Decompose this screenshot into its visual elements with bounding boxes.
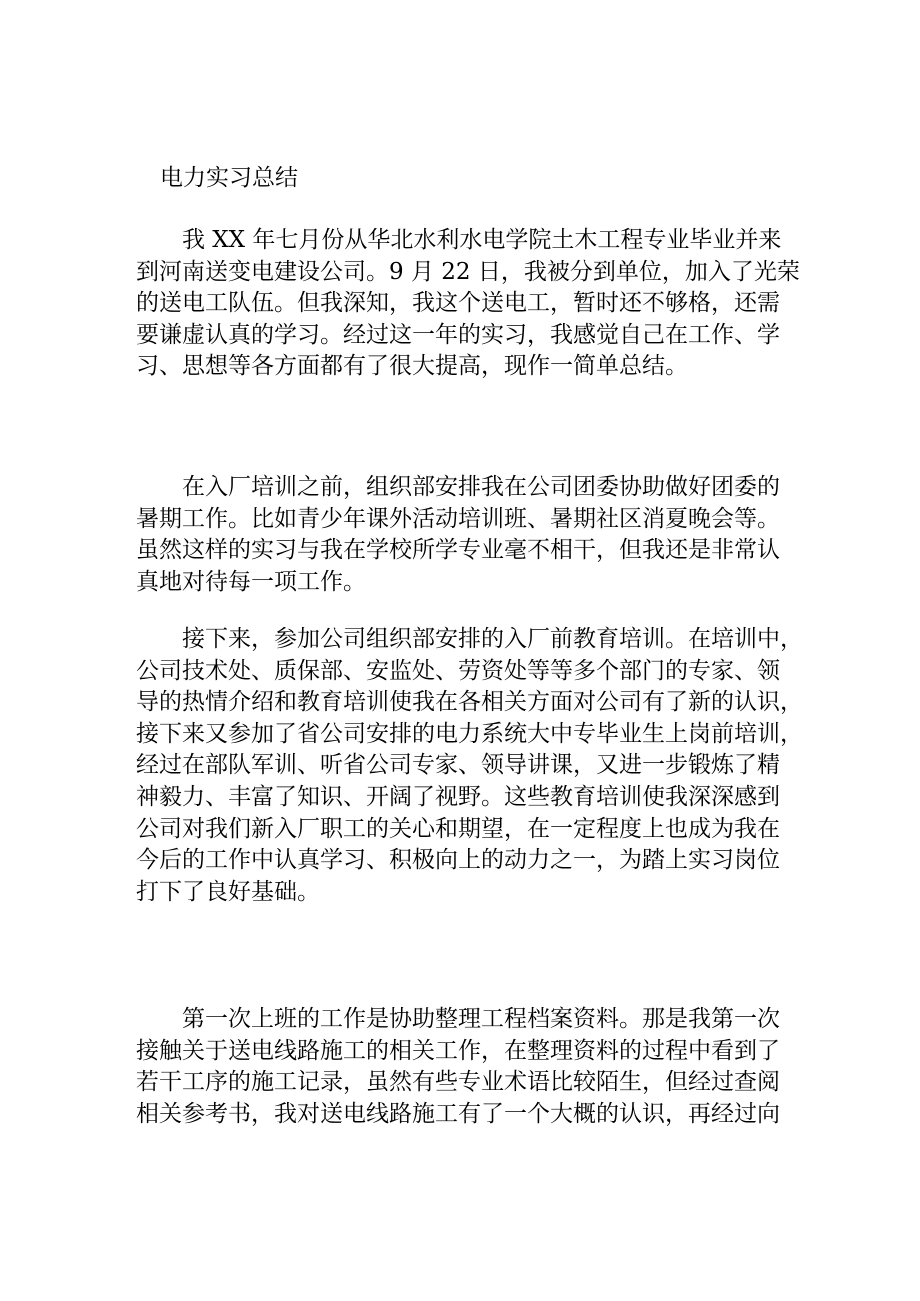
paragraph-line: 习、思想等各方面都有了很大提高，现作一简单总结。 <box>136 353 688 380</box>
paragraph-line: 公司技术处、质保部、安监处、劳资处等等多个部门的专家、领 <box>136 657 780 684</box>
paragraph-line: 接下来又参加了省公司安排的电力系统大中专毕业生上岗前培训， <box>136 720 803 747</box>
paragraph-3 <box>136 624 803 908</box>
paragraph-line: 暑期工作。比如青少年课外活动培训班、暑期社区消夏晚会等。 <box>136 505 780 532</box>
paragraph-line: 在入厂培训之前，组织部安排我在公司团委协助做好团委的 <box>182 474 780 500</box>
paragraph-2 <box>136 472 796 598</box>
paragraph-4 <box>136 1004 796 1130</box>
paragraph-line: 导的热情介绍和教育培训使我在各相关方面对公司有了新的认识， <box>136 689 803 716</box>
paragraph-line: 真地对待每一项工作。 <box>136 568 366 595</box>
paragraph-line: 公司对我们新入厂职工的关心和期望，在一定程度上也成为我在 <box>136 815 780 842</box>
document-title: 电力实习总结 <box>160 165 298 191</box>
paragraph-line: 神毅力、丰富了知识、开阔了视野。这些教育培训使我深深感到 <box>136 783 780 810</box>
paragraph-1 <box>136 225 800 383</box>
paragraph-line: 经过在部队军训、听省公司专家、领导讲课，又进一步锻炼了精 <box>136 752 780 779</box>
paragraph-line: 虽然这样的实习与我在学校所学专业毫不相干，但我还是非常认 <box>136 537 780 564</box>
paragraph-line: 相关参考书，我对送电线路施工有了一个大概的认识，再经过向 <box>136 1100 780 1127</box>
paragraph-line: 到河南送变电建设公司。9 月 22 日，我被分到单位，加入了光荣 <box>136 258 800 285</box>
paragraph-line: 我 XX 年七月份从华北水利水电学院土木工程专业毕业并来 <box>182 227 782 253</box>
paragraph-line: 打下了良好基础。 <box>136 878 320 905</box>
paragraph-line: 今后的工作中认真学习、积极向上的动力之一，为踏上实习岗位 <box>136 847 780 874</box>
paragraph-line: 要谦虚认真的学习。经过这一年的实习，我感觉自己在工作、学 <box>136 321 780 348</box>
paragraph-line: 接下来，参加公司组织部安排的入厂前教育培训。在培训中， <box>182 626 803 652</box>
paragraph-line: 第一次上班的工作是协助整理工程档案资料。那是我第一次 <box>182 1006 780 1032</box>
paragraph-line: 的送电工队伍。但我深知，我这个送电工，暂时还不够格，还需 <box>136 290 780 317</box>
paragraph-line: 接触关于送电线路施工的相关工作，在整理资料的过程中看到了 <box>136 1037 780 1064</box>
paragraph-line: 若干工序的施工记录，虽然有些专业术语比较陌生，但经过查阅 <box>136 1069 780 1096</box>
